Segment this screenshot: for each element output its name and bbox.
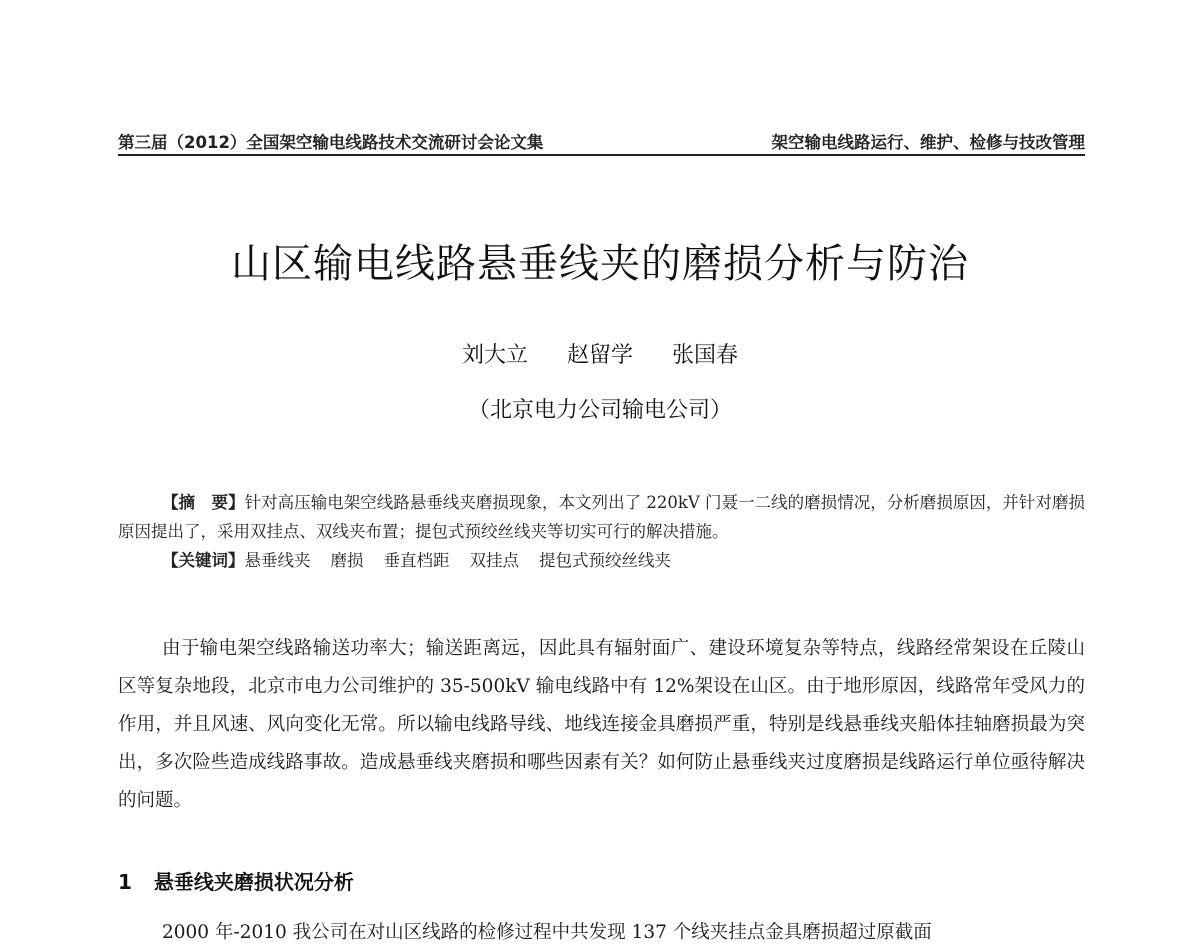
- running-header: [118, 127, 1085, 153]
- abstract-label: 【摘 要】: [162, 493, 245, 512]
- intro-paragraph: 由于输电架空线路输送功率大；输送距离远，因此具有辐射面广、建设环境复杂等特点，线路经常架设在丘陵山区等复杂地段，北京市电力公司维护的 35-500kV 输电线路中有 12%架设在山区。由于地形原因，线路常年受风力的作用，并且风速、风向变化无常。所以输电线路导线、地线连接金具磨损严重，特别是线悬垂线夹船体挂轴磨损最为突出，多次险些造成线路事故。造成悬垂线夹磨损和哪些因素有关？如何防止悬垂线夹过度磨损是线路运行单位亟待解决的问题。: [118, 638, 1085, 811]
- author: 赵留学: [566, 343, 633, 368]
- keyword: 悬垂线夹: [244, 551, 311, 570]
- intro-section: [118, 630, 1085, 820]
- keyword: 磨损: [330, 551, 364, 570]
- header-rule: [118, 154, 1085, 156]
- abstract-text: 针对高压输电架空线路悬垂线夹磨损现象，本文列出了 220kV 门聂一二线的磨损情况，分析磨损原因，并针对磨损原因提出了，采用双挂点、双线夹布置；提包式预绞丝线夹等切实可行的解决措施。: [118, 493, 1085, 541]
- keyword: 提包式预绞丝线夹: [539, 551, 671, 570]
- author: 刘大立: [461, 343, 528, 368]
- section-title: 悬垂线夹磨损状况分析: [153, 870, 354, 894]
- abstract-paragraph: [118, 488, 1085, 546]
- section-number: 1: [118, 870, 132, 894]
- abstract-block: [118, 488, 1085, 575]
- header-right: 架空输电线路运行、维护、检修与技改管理: [771, 133, 1085, 152]
- author-list: [0, 338, 1200, 369]
- section-heading: [118, 866, 354, 895]
- affiliation: （北京电力公司输电公司）: [467, 398, 732, 423]
- keywords-row: [118, 546, 1085, 575]
- keyword: 垂直档距: [383, 551, 450, 570]
- author: 张国春: [672, 343, 739, 368]
- keyword: 双挂点: [469, 551, 519, 570]
- section-first-line: 2000 年-2010 我公司在对山区线路的检修过程中共发现 137 个线夹挂点金具磨损超过原截面: [162, 922, 932, 943]
- header-left: 第三届（2012）全国架空输电线路技术交流研讨会论文集: [118, 133, 544, 152]
- keywords-label: 【关键词】: [162, 551, 245, 570]
- paper-title: 山区输电线路悬垂线夹的磨损分析与防治: [231, 241, 969, 287]
